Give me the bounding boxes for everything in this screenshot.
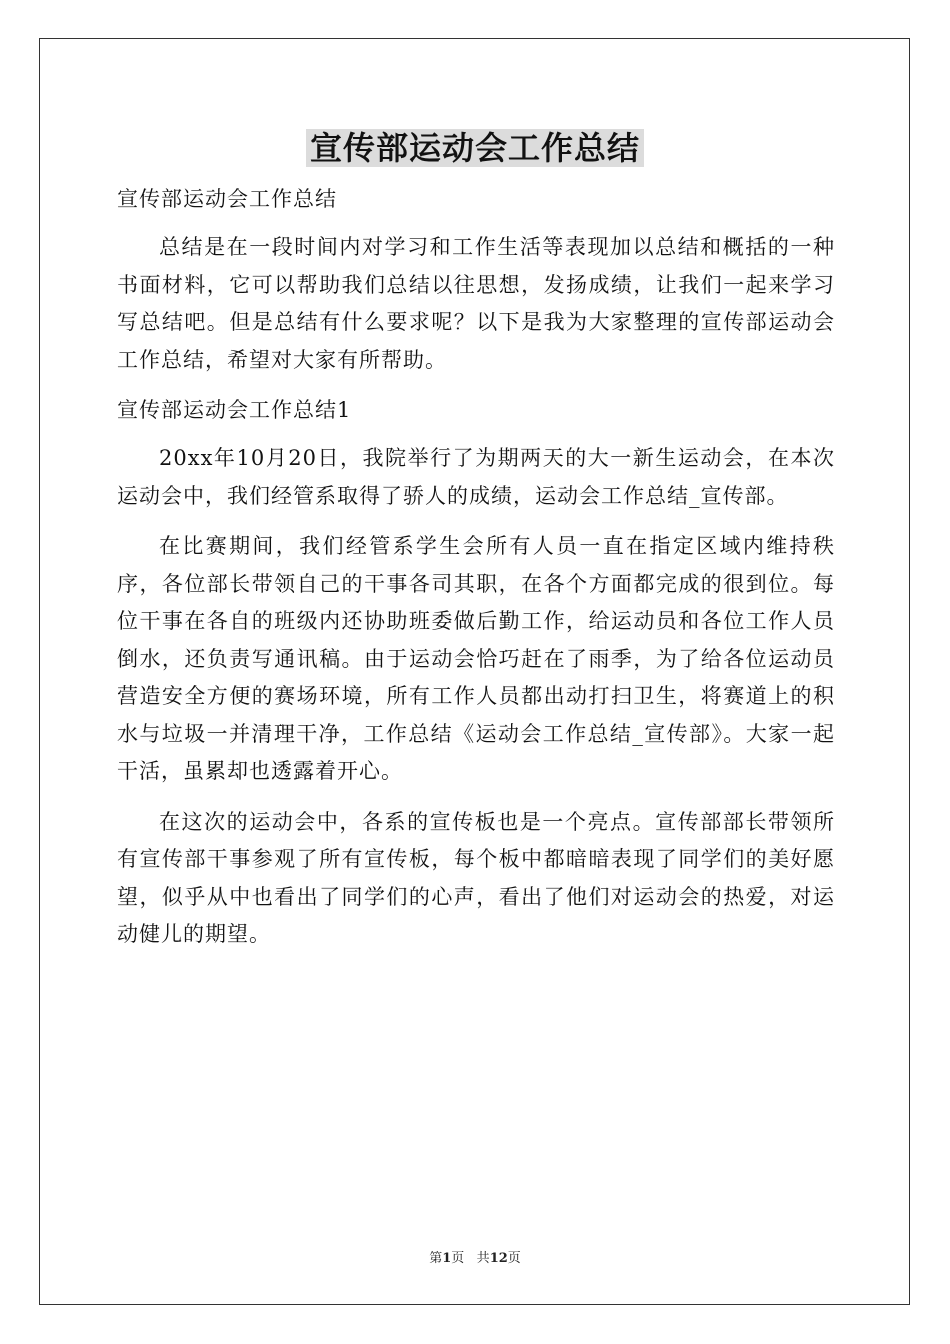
page-prefix: 第 [429, 1251, 443, 1266]
page-footer [0, 1247, 950, 1266]
body-paragraph: 20xx年10月20日，我院举行了为期两天的大一新生运动会，在本次运动会中，我们经管系取得了骄人的成绩，运动会工作总结_宣传部。 [117, 446, 835, 508]
document-title [0, 126, 950, 170]
total-prefix: 共 [476, 1251, 490, 1266]
section-heading: 宣传部运动会工作总结1 [117, 398, 352, 422]
body-paragraph: 在比赛期间，我们经管系学生会所有人员一直在指定区域内维持秩序，各位部长带领自己的干事各司其职，在各个方面都完成的很到位。每位干事在各自的班级内还协助班委做后勤工作，给运动员和各位工作人员倒水，还负责写通讯稿。由于运动会恰巧赶在了雨季，为了给各位运动员营造安全方便的赛场环境，所有工作人员都出动打扫卫生，将赛道上的积水与垃圾一并清理干净，工作总结《运动会工作总结_宣传部》。大家一起干活，虽累却也透露着开心。 [117, 534, 835, 783]
document-body [117, 181, 835, 967]
intro-paragraph: 总结是在一段时间内对学习和工作生活等表现加以总结和概括的一种书面材料，它可以帮助我们总结以往思想，发扬成绩，让我们一起来学习写总结吧。但是总结有什么要求呢？以下是我为大家整理的宣传部运动会工作总结，希望对大家有所帮助。 [117, 235, 835, 372]
total-pages: 12 [489, 1251, 508, 1266]
document-subtitle: 宣传部运动会工作总结 [117, 187, 337, 211]
page-unit: 页 [451, 1251, 465, 1266]
document-title-text: 宣传部运动会工作总结 [306, 129, 644, 167]
page-number: 1 [442, 1251, 452, 1266]
total-unit: 页 [507, 1251, 521, 1266]
body-paragraph: 在这次的运动会中，各系的宣传板也是一个亮点。宣传部部长带领所有宣传部干事参观了所有宣传板，每个板中都暗暗表现了同学们的美好愿望，似乎从中也看出了同学们的心声，看出了他们对运动会的热爱，对运动健儿的期望。 [117, 809, 835, 946]
